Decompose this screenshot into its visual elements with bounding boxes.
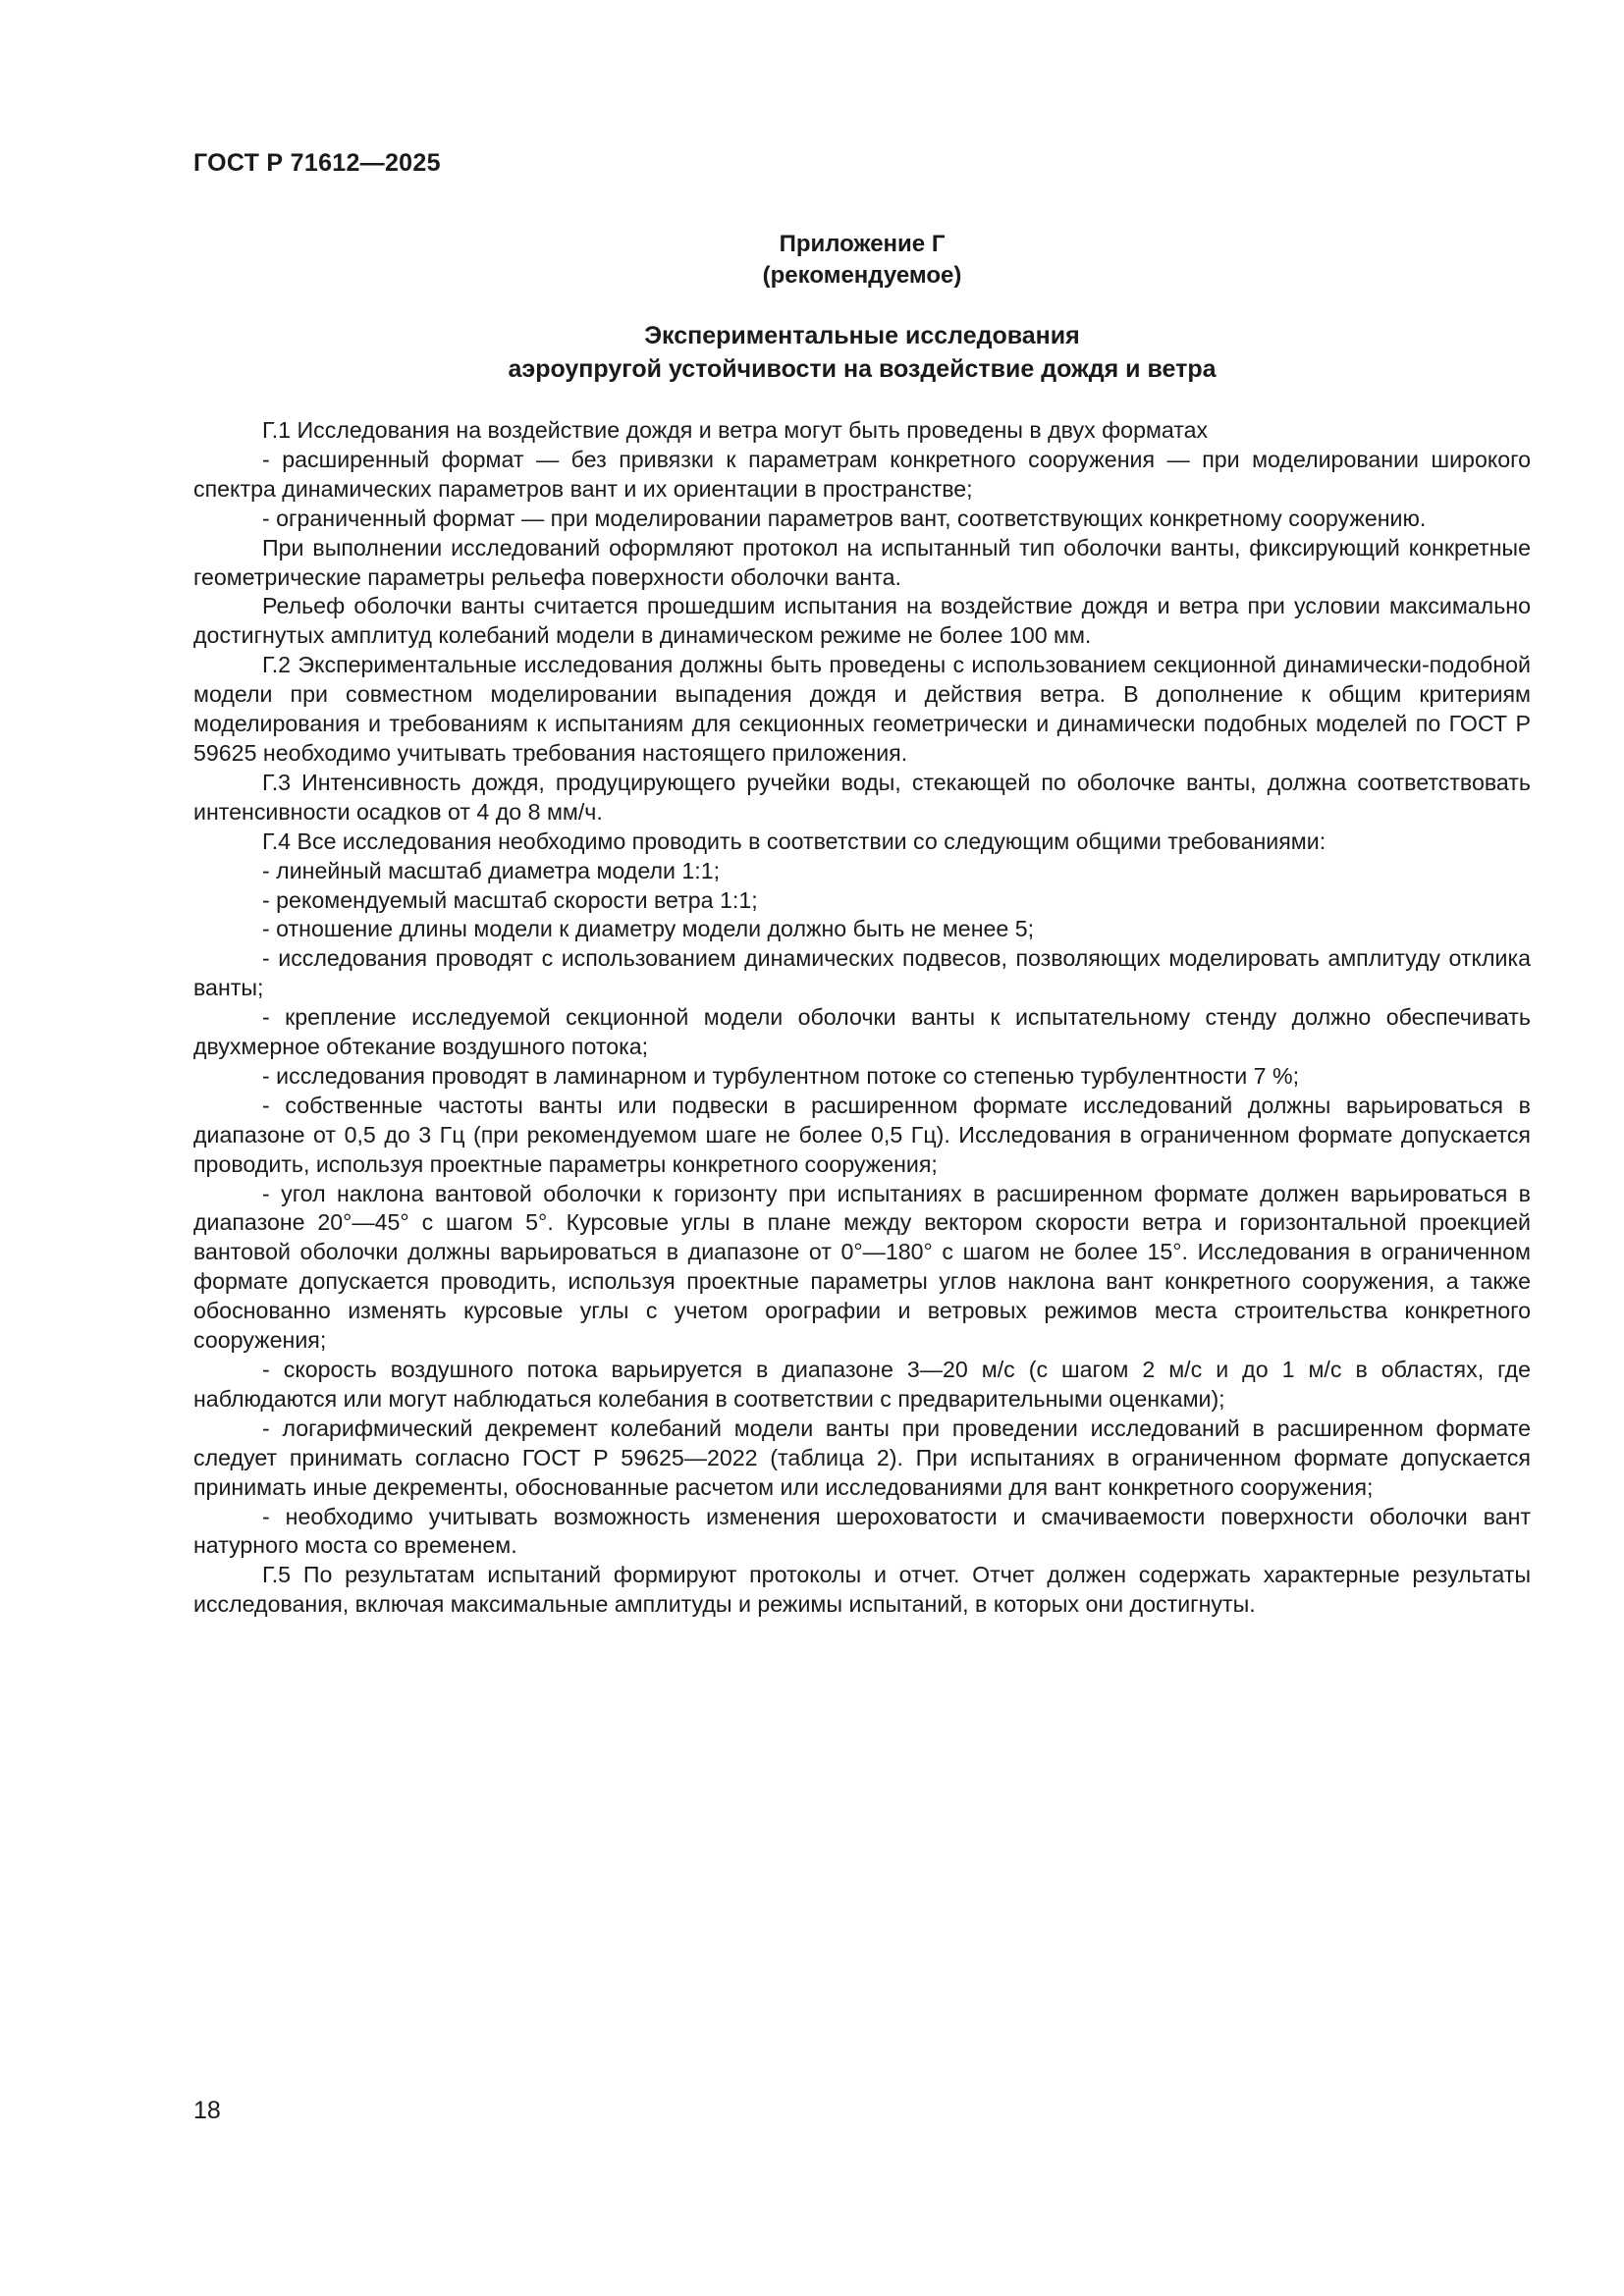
paragraph: - расширенный формат — без привязки к параметрам конкретного сооружения — при моделировании широкого спектра динамических параметров вант и их ориентации в пространстве; [193,446,1531,502]
paragraph: - ограниченный формат — при моделировании параметров вант, соответствующих конкретному сооружению. [262,505,1427,531]
document-code-header: ГОСТ Р 71612—2025 [193,149,441,177]
paragraph: Г.1 Исследования на воздействие дождя и ветра могут быть проведены в двух форматах [262,417,1209,443]
list-item: - угол наклона вантовой оболочки к горизонту при испытаниях в расширенном формате должен варьироваться в диапазоне 20°—45° с шагом 5°. Курсовые углы в плане между вектором скорости ветра и горизонтальной проекцией вантовой оболочки должны варьироваться в диапазоне от 0°—180° с шагом не более 15°. Исследования в ограниченном формате допускается проводить, используя проектные параметры углов наклона вант конкретного сооружения, а также обоснованно изменять курсовые углы с учетом орографии и ветровых режимов места строительства конкретного сооружения; [193,1180,1531,1354]
list-item: - линейный масштаб диаметра модели 1:1; [262,857,721,883]
list-item: - рекомендуемый масштаб скорости ветра 1:1; [262,886,758,913]
annex-heading [193,229,1531,292]
page-number: 18 [193,2097,221,2124]
list-item: - собственные частоты ванты или подвески в расширенном формате исследований должны варьироваться в диапазоне от 0,5 до 3 Гц (при рекомендуемом шаге не более 0,5 Гц). Исследования в ограниченном формате допускается проводить, используя проектные параметры конкретного сооружения; [193,1092,1531,1177]
list-item: - скорость воздушного потока варьируется в диапазоне 3—20 м/с (с шагом 2 м/с и до 1 м/с в областях, где наблюдаются или могут наблюдаться колебания в соответствии с предварительными оценками); [193,1357,1531,1412]
list-item: - логарифмический декремент колебаний модели ванты при проведении исследований в расширенном формате следует принимать согласно ГОСТ Р 59625—2022 (таблица 2). При испытаниях в ограниченном формате допускается принимать иные декременты, обоснованные расчетом или исследованиями для вант конкретного сооружения; [193,1415,1531,1500]
section-title-line-1: Экспериментальные исследования [644,322,1080,349]
paragraph: Рельеф оболочки ванты считается прошедшим испытания на воздействие дождя и ветра при условии максимально достигнутых амплитуд колебаний модели в динамическом режиме не более 100 мм. [193,593,1531,649]
list-item: - необходимо учитывать возможность изменения шероховатости и смачиваемости поверхности оболочки вант натурного моста со временем. [193,1503,1531,1559]
list-item: - отношение длины модели к диаметру модели должно быть не менее 5; [262,916,1035,942]
section-title [193,319,1531,386]
document-body [193,416,1531,1620]
paragraph: Г.2 Экспериментальные исследования должны быть проведены с использованием секционной динамически-подобной модели при совместном моделировании выпадения дождя и действия ветра. В дополнение к общим критериям моделирования и требованиям к испытаниям для секционных геометрически и динамически подобных моделей по ГОСТ Р 59625 необходимо учитывать требования настоящего приложения. [193,652,1531,766]
paragraph: Г.4 Все исследования необходимо проводить в соответствии со следующим общими требованиями: [262,828,1326,854]
paragraph: При выполнении исследований оформляют протокол на испытанный тип оболочки ванты, фиксирующий конкретные геометрические параметры рельефа поверхности оболочки ванта. [193,534,1531,590]
list-item: - исследования проводят в ламинарном и турбулентном потоке со степенью турбулентности 7 %; [262,1062,1300,1089]
paragraph: Г.5 По результатам испытаний формируют протоколы и отчет. Отчет должен содержать характерные результаты исследования, включая максимальные амплитуды и режимы испытаний, в которых они достигнуты. [193,1562,1531,1618]
section-title-line-2: аэроупругой устойчивости на воздействие дождя и ветра [508,355,1217,383]
annex-title: Приложение Г [779,231,946,257]
paragraph: Г.3 Интенсивность дождя, продуцирующего ручейки воды, стекающей по оболочке ванты, должна соответствовать интенсивности осадков от 4 до 8 мм/ч. [193,769,1531,825]
annex-status: (рекомендуемое) [762,262,962,289]
list-item: - исследования проводят с использованием динамических подвесов, позволяющих моделировать амплитуду отклика ванты; [193,945,1531,1001]
list-item: - крепление исследуемой секционной модели оболочки ванты к испытательному стенду должно обеспечивать двухмерное обтекание воздушного потока; [193,1004,1531,1060]
